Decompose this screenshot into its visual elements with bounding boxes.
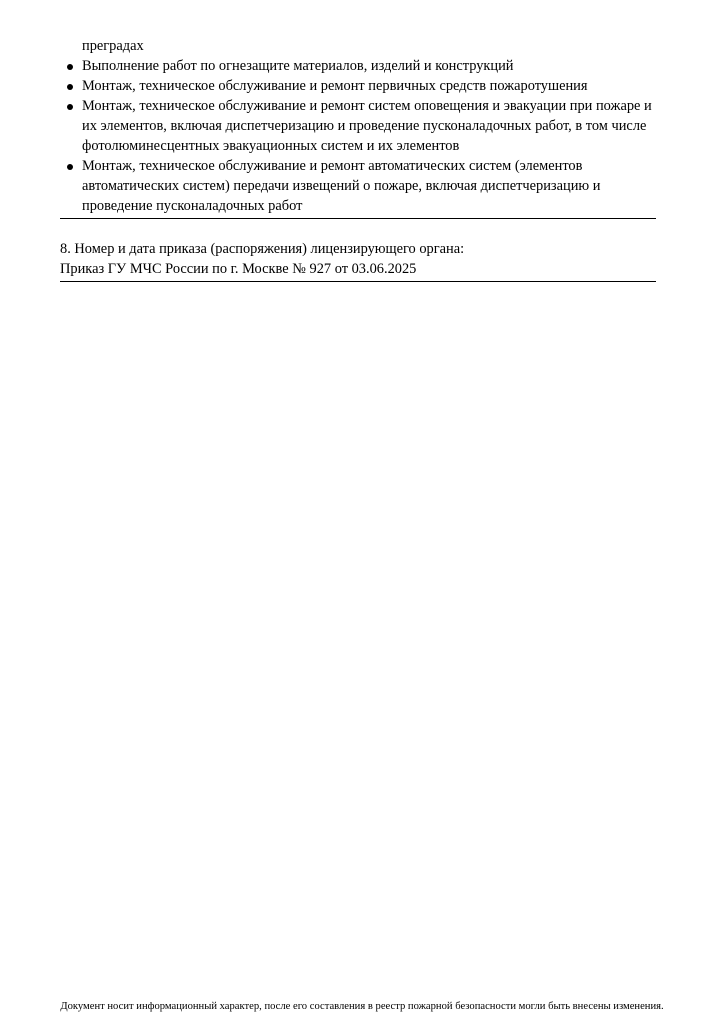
document-body bbox=[60, 36, 656, 282]
activity-continuation: преградах bbox=[82, 38, 144, 54]
activity-text: Монтаж, техническое обслуживание и ремонт первичных средств пожаротушения bbox=[82, 78, 588, 94]
list-item bbox=[60, 96, 656, 156]
order-underline bbox=[60, 281, 656, 282]
list-item bbox=[60, 156, 656, 216]
order-section bbox=[60, 239, 656, 282]
list-item bbox=[60, 76, 656, 96]
bullet-icon bbox=[67, 84, 73, 90]
order-label: 8. Номер и дата приказа (распоряжения) лицензирующего органа: bbox=[60, 241, 465, 257]
activities-list bbox=[60, 56, 656, 216]
activity-text: Монтаж, техническое обслуживание и ремонт автоматических систем (элементов автоматических систем) передачи извещений о пожаре, включая диспетчеризацию и проведение пусконаладочных работ bbox=[82, 158, 601, 214]
bullet-icon bbox=[67, 164, 73, 170]
bullet-icon bbox=[67, 104, 73, 110]
activities-underline bbox=[60, 218, 656, 219]
activity-text: Выполнение работ по огнезащите материалов, изделий и конструкций bbox=[82, 58, 514, 74]
activity-text: Монтаж, техническое обслуживание и ремонт систем оповещения и эвакуации при пожаре и их элементов, включая диспетчеризацию и проведение пусконаладочных работ, в том числе фотолюминесцентных эвакуационных систем и их элементов bbox=[82, 98, 652, 154]
footer-disclaimer: Документ носит информационный характер, после его составления в реестр пожарной безопасности могли быть внесены изменения. bbox=[60, 1001, 664, 1012]
order-value: Приказ ГУ МЧС России по г. Москве № 927 от 03.06.2025 bbox=[60, 261, 417, 277]
list-item bbox=[60, 56, 656, 76]
bullet-icon bbox=[67, 64, 73, 70]
